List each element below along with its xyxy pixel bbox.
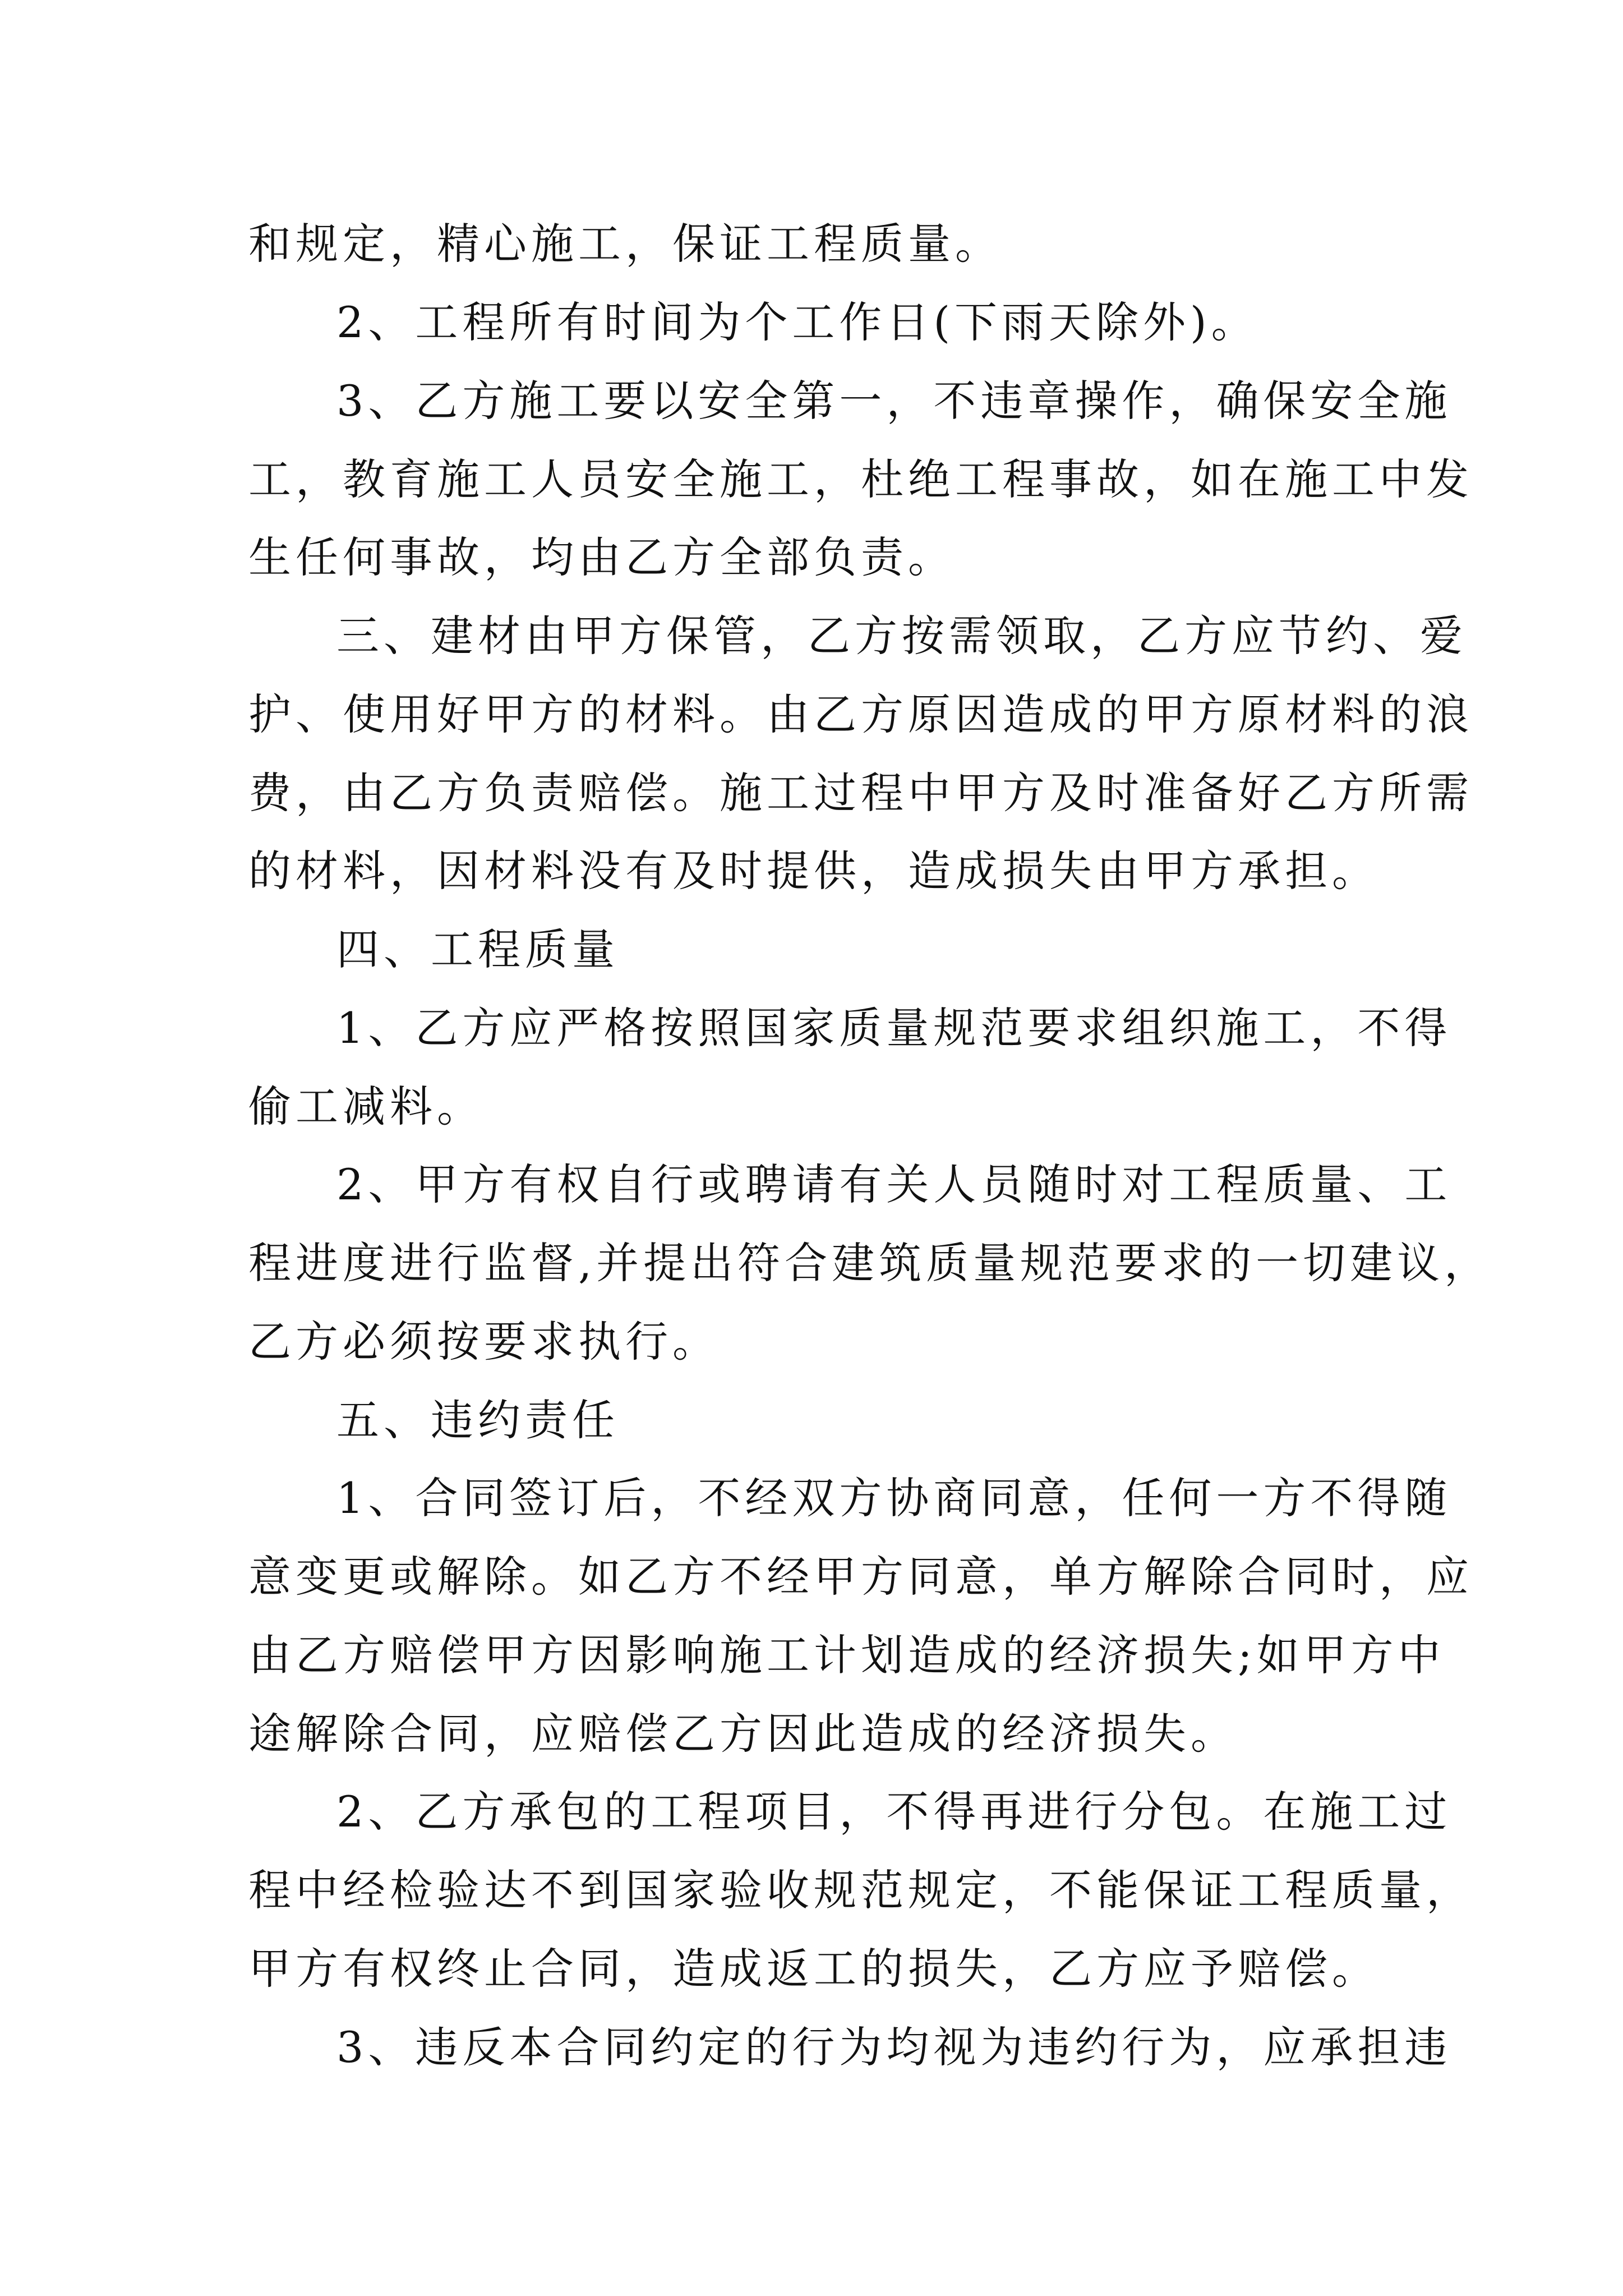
text-line-4: 工，教育施工人员安全施工，杜绝工程事故，如在施工中发	[248, 454, 1473, 504]
text-line-2: 2、工程所有时间为个工作日(下雨天除外)。	[336, 297, 1258, 347]
section-heading-quality: 四、工程质量	[336, 924, 619, 974]
text-line-21: 2、乙方承包的工程项目，不得再进行分包。在施工过	[336, 1787, 1452, 1837]
text-line-8: 费，由乙方负责赔偿。施工过程中甲方及时准备好乙方所需	[248, 768, 1473, 818]
text-line-18: 意变更或解除。如乙方不经甲方同意，单方解除合同时，应	[248, 1552, 1473, 1602]
text-line-19: 由乙方赔偿甲方因影响施工计划造成的经济损失;如甲方中	[248, 1630, 1445, 1680]
text-line-11: 1、乙方应严格按照国家质量规范要求组织施工，不得	[336, 1003, 1452, 1053]
text-line-9: 的材料，因材料没有及时提供，造成损失由甲方承担。	[248, 846, 1379, 896]
text-line-23: 甲方有权终止合同，造成返工的损失，乙方应予赔偿。	[248, 1944, 1379, 1994]
text-line-24: 3、违反本合同约定的行为均视为违约行为，应承担违	[336, 2022, 1452, 2072]
text-line-6: 三、建材由甲方保管，乙方按需领取，乙方应节约、爱	[336, 611, 1467, 661]
text-line-22: 程中经检验达不到国家验收规范规定，不能保证工程质量，	[248, 1865, 1473, 1915]
text-line-17: 1、合同签订后，不经双方协商同意，任何一方不得随	[336, 1473, 1452, 1523]
text-line-13: 2、甲方有权自行或聘请有关人员随时对工程质量、工	[336, 1159, 1452, 1209]
text-line-3: 3、乙方施工要以安全第一，不违章操作，确保安全施	[336, 376, 1452, 426]
text-line-20: 途解除合同，应赔偿乙方因此造成的经济损失。	[248, 1709, 1238, 1759]
text-line-12: 偷工减料。	[248, 1082, 484, 1131]
text-line-7: 护、使用好甲方的材料。由乙方原因造成的甲方原材料的浪	[248, 689, 1473, 739]
text-line-5: 生任何事故，均由乙方全部负责。	[248, 532, 955, 582]
text-line-1: 和规定，精心施工，保证工程质量。	[248, 219, 1002, 269]
text-line-15: 乙方必须按要求执行。	[248, 1317, 720, 1366]
section-heading-liability: 五、违约责任	[336, 1395, 619, 1445]
text-line-14: 程进度进行监督,并提出符合建筑质量规范要求的一切建议，	[248, 1238, 1492, 1288]
